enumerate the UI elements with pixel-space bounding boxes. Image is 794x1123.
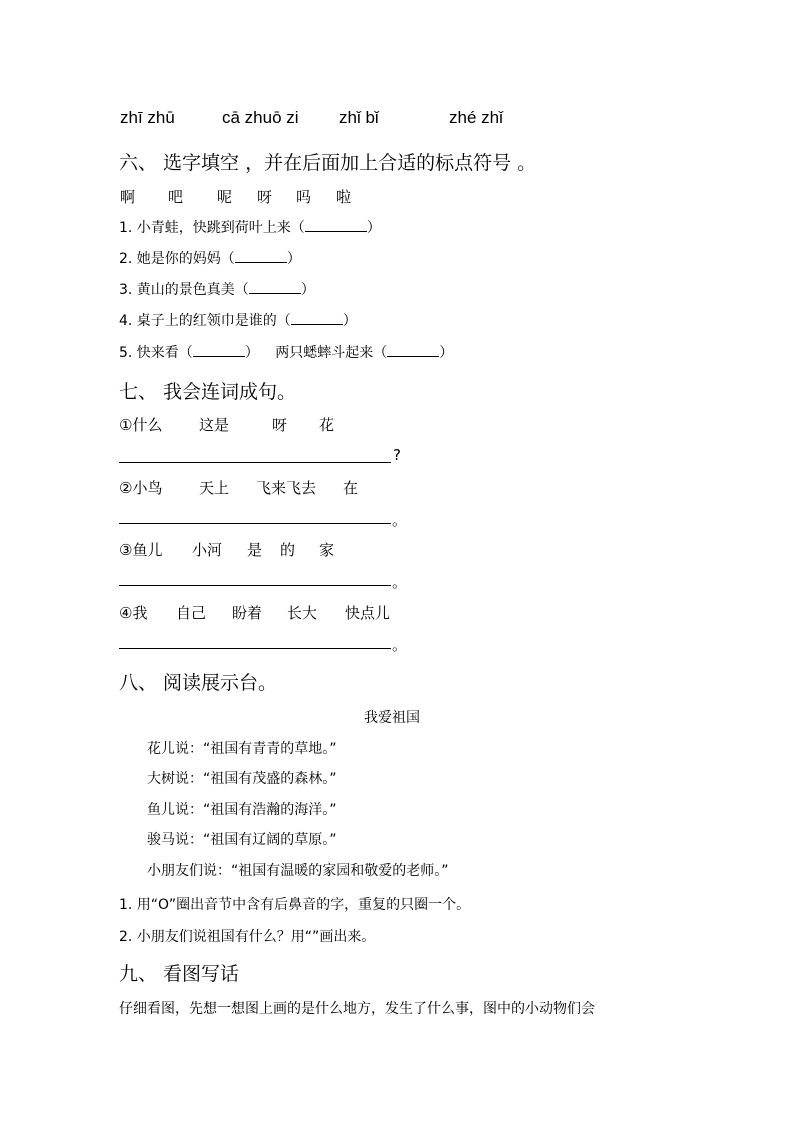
end-punctuation: 。 bbox=[392, 573, 408, 591]
char-option: 吗 bbox=[296, 188, 312, 206]
answer-blank[interactable] bbox=[291, 311, 343, 325]
fill-item-close: ） bbox=[286, 251, 301, 267]
word-card: ③鱼儿 bbox=[119, 541, 163, 559]
section-8-title: 八、 阅读展示台。 bbox=[119, 672, 278, 694]
section-6-title: 六、 选字填空 ，并在后面加上合适的标点符号 。 bbox=[119, 152, 537, 174]
word-card: 的 bbox=[280, 541, 296, 559]
poem-title: 我爱祖国 bbox=[364, 710, 420, 726]
end-punctuation: ? bbox=[393, 446, 401, 464]
fill-item bbox=[119, 310, 357, 330]
poem-line: 鱼儿说：“祖国有浩瀚的海洋。” bbox=[147, 802, 337, 818]
section-9-title: 九、 看图写话 bbox=[119, 963, 240, 985]
poem-line: 骏马说：“祖国有辽阔的草原。” bbox=[147, 832, 337, 848]
answer-line[interactable] bbox=[119, 585, 391, 586]
fill-item-text: 两只蟋蟀斗起来（ bbox=[275, 345, 388, 361]
section-7-title: 七、 我会连词成句。 bbox=[119, 381, 297, 403]
word-card: 天上 bbox=[199, 479, 230, 497]
writing-instructions: 仔细看图，先想一想图上画的是什么地方，发生了什么事，图中的小动物们会 bbox=[119, 1001, 595, 1017]
word-card: 花 bbox=[319, 416, 335, 434]
pinyin-item: zhǐ bǐ bbox=[339, 108, 379, 127]
fill-item-close: ） bbox=[300, 282, 315, 298]
end-punctuation: 。 bbox=[392, 511, 408, 529]
word-card: 快点儿 bbox=[345, 604, 391, 622]
pinyin-item: zhé zhǐ bbox=[449, 108, 503, 127]
answer-blank[interactable] bbox=[193, 343, 245, 357]
answer-line[interactable] bbox=[119, 462, 391, 463]
char-option: 吧 bbox=[168, 188, 184, 206]
fill-item-close: ） bbox=[244, 345, 259, 361]
fill-item-close: ） bbox=[366, 220, 381, 236]
word-card: 自己 bbox=[176, 604, 207, 622]
word-card: 家 bbox=[319, 541, 335, 559]
poem-line: 花儿说：“祖国有青青的草地。” bbox=[147, 741, 337, 757]
poem-line: 小朋友们说：“祖国有温暖的家园和敬爱的老师。” bbox=[147, 863, 449, 879]
fill-item-text: 4. 桌子上的红领巾是谁的（ bbox=[119, 313, 291, 329]
word-card: 飞来飞去 bbox=[256, 479, 317, 497]
char-option: 呢 bbox=[217, 188, 233, 206]
poem-line: 大树说：“祖国有茂盛的森林。” bbox=[147, 771, 337, 787]
pinyin-item: cā zhuō zi bbox=[222, 108, 299, 127]
word-card: ②小鸟 bbox=[119, 479, 163, 497]
end-punctuation: 。 bbox=[392, 636, 408, 654]
fill-item bbox=[119, 248, 301, 268]
word-card: 这是 bbox=[199, 416, 230, 434]
word-card: 盼着 bbox=[232, 604, 263, 622]
fill-item-close: ） bbox=[439, 345, 454, 361]
word-card: 呀 bbox=[272, 416, 288, 434]
word-card: ①什么 bbox=[119, 416, 163, 434]
answer-blank[interactable] bbox=[387, 343, 439, 357]
fill-item bbox=[119, 279, 315, 299]
char-option: 啦 bbox=[336, 188, 352, 206]
word-card: 在 bbox=[343, 479, 359, 497]
word-card: 小河 bbox=[192, 541, 223, 559]
fill-item bbox=[119, 342, 453, 362]
reading-question: 2. 小朋友们说祖国有什么？用“”画出来。 bbox=[119, 929, 376, 945]
char-option: 呀 bbox=[257, 188, 273, 206]
fill-item-text: 1. 小青蛙，快跳到荷叶上来（ bbox=[119, 220, 305, 236]
fill-item-text: 5. 快来看（ bbox=[119, 345, 193, 361]
word-card: ④我 bbox=[119, 604, 148, 622]
fill-item-text: 3. 黄山的景色真美（ bbox=[119, 282, 249, 298]
answer-blank[interactable] bbox=[305, 218, 367, 232]
fill-item-close: ） bbox=[342, 313, 357, 329]
answer-blank[interactable] bbox=[249, 280, 301, 294]
char-option: 啊 bbox=[120, 188, 136, 206]
answer-blank[interactable] bbox=[235, 249, 287, 263]
reading-question: 1. 用“O”圈出音节中含有后鼻音的字，重复的只圈一个。 bbox=[119, 897, 471, 913]
word-card: 长大 bbox=[287, 604, 318, 622]
answer-line[interactable] bbox=[119, 523, 391, 524]
fill-item bbox=[119, 217, 381, 237]
answer-line[interactable] bbox=[119, 648, 391, 649]
word-card: 是 bbox=[247, 541, 263, 559]
pinyin-item: zhī zhū bbox=[120, 108, 175, 127]
fill-item-text: 2. 她是你的妈妈（ bbox=[119, 251, 235, 267]
